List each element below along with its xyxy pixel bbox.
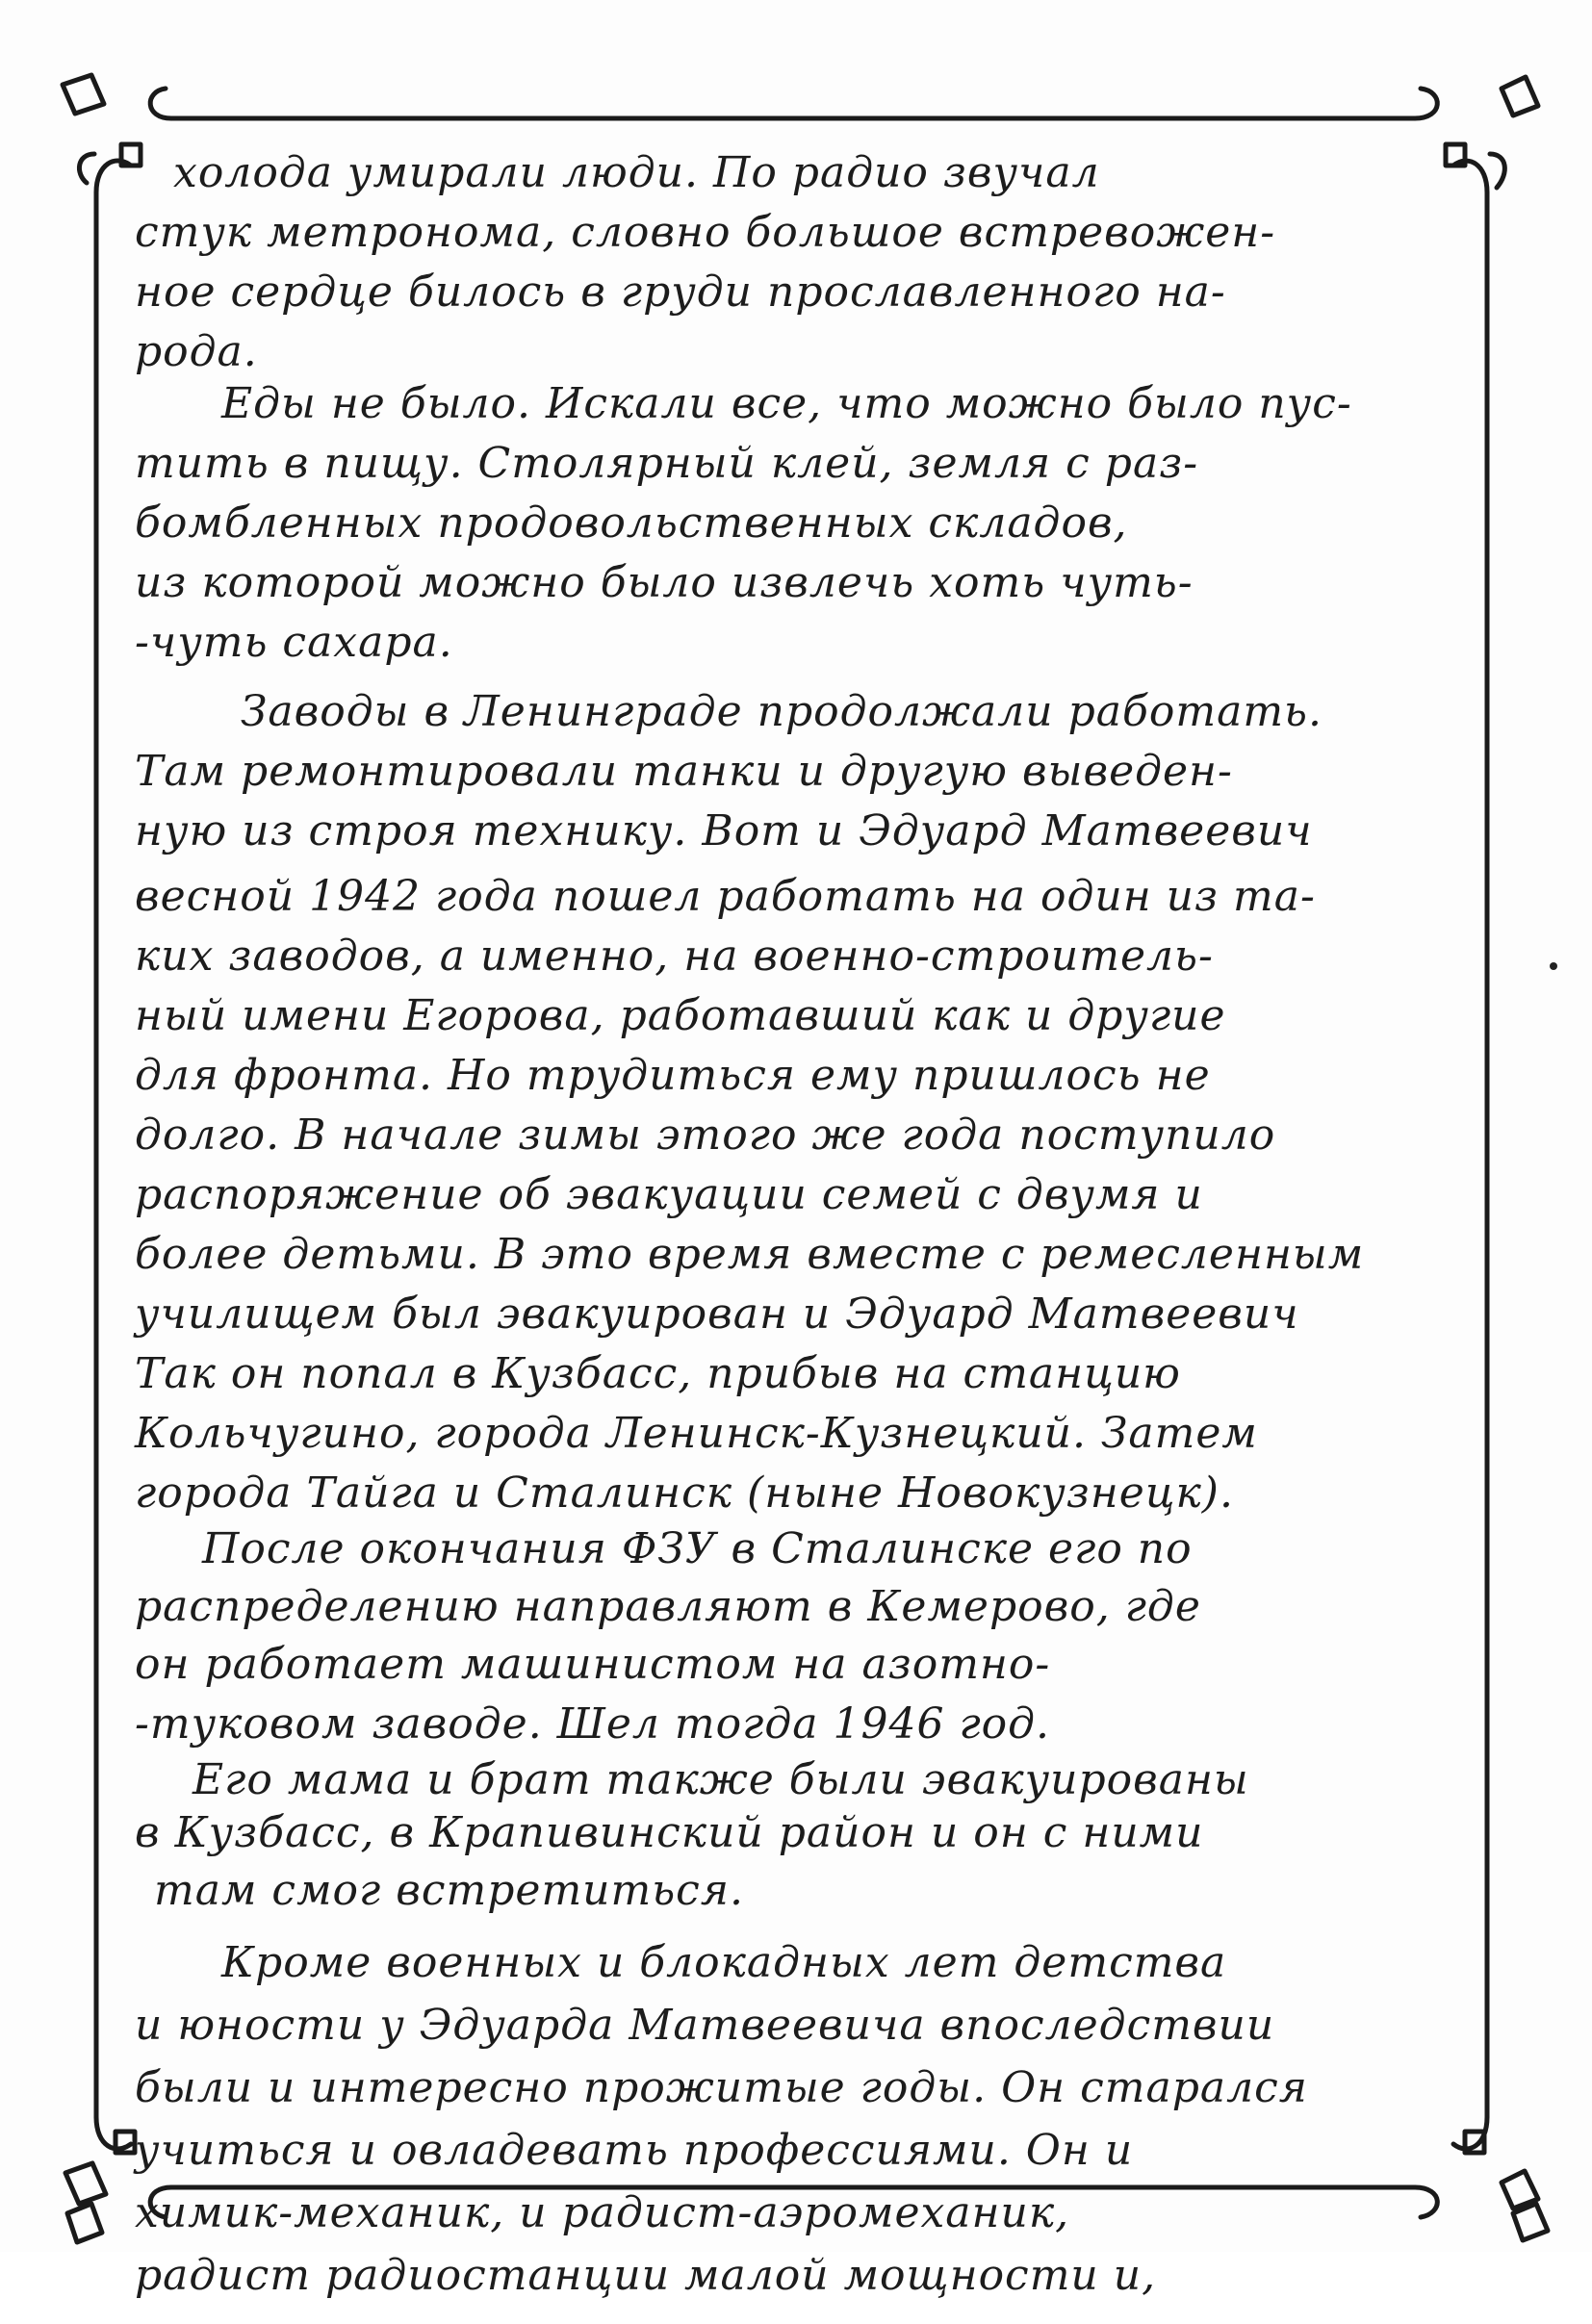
- text-line: стук метронома, словно большое встревожен-: [135, 208, 1276, 257]
- text-line: ких заводов, а именно, на военно-строитель-: [135, 932, 1214, 981]
- text-line: ное сердце билось в груди прославленного на-: [135, 268, 1226, 317]
- text-line: там смог встретиться.: [154, 1866, 744, 1915]
- text-line: в Кузбасс, в Крапивинский район и он с ними: [135, 1808, 1204, 1857]
- text-line: химик-механик, и радист-аэромеханик,: [135, 2188, 1070, 2237]
- text-line: распределению направляют в Кемерово, где: [135, 1582, 1201, 1631]
- text-line: долго. В начале зимы этого же года поступило: [135, 1111, 1276, 1160]
- text-line: более детьми. В это время вместе с ремесленным: [135, 1230, 1365, 1279]
- text-line: тить в пищу. Столярный клей, земля с раз-: [135, 439, 1199, 488]
- text-line: Его мама и брат также были эвакуированы: [193, 1755, 1249, 1804]
- text-line: были и интересно прожитые годы. Он старался: [135, 2063, 1308, 2112]
- text-line: холода умирали люди. По радио звучал: [173, 148, 1100, 197]
- text-line: учиться и овладевать профессиями. Он и: [135, 2126, 1134, 2175]
- text-line: Еды не было. Искали все, что можно было пус-: [221, 379, 1352, 428]
- text-line: весной 1942 года пошел работать на один из та-: [135, 872, 1316, 921]
- stray-ink-dot: [1550, 962, 1557, 970]
- text-line: радист радиостанции малой мощности и,: [135, 2251, 1157, 2300]
- text-line: Кольчугино, города Ленинск-Кузнецкий. Затем: [135, 1409, 1258, 1458]
- text-line: Там ремонтировали танки и другую выведен-: [135, 747, 1233, 796]
- text-line: рода.: [135, 327, 258, 376]
- text-line: -туковом заводе. Шел тогда 1946 год.: [135, 1699, 1051, 1749]
- text-line: бомбленных продовольственных складов,: [135, 498, 1128, 548]
- text-line: из которой можно было извлечь хоть чуть-: [135, 558, 1194, 607]
- text-line: распоряжение об эвакуации семей с двумя и: [135, 1170, 1203, 1219]
- text-line: Кроме военных и блокадных лет детства: [221, 1938, 1227, 1987]
- text-line: для фронта. Но трудиться ему пришлось не: [135, 1051, 1211, 1100]
- text-line: он работает машинистом на азотно-: [135, 1640, 1051, 1689]
- text-line: -чуть сахара.: [135, 618, 453, 667]
- text-line: города Тайга и Сталинск (ныне Новокузнецк).: [135, 1468, 1234, 1518]
- text-line: и юности у Эдуарда Матвеевича впоследствии: [135, 2001, 1275, 2050]
- text-line: ный имени Егорова, работавший как и другие: [135, 991, 1226, 1040]
- text-line: ную из строя технику. Вот и Эдуард Матвеевич: [135, 806, 1313, 856]
- text-line: Так он попал в Кузбасс, прибыв на станцию: [135, 1349, 1181, 1398]
- text-line: училищем был эвакуирован и Эдуард Матвеевич: [135, 1290, 1299, 1339]
- text-line: Заводы в Ленинграде продолжали работать.: [241, 687, 1322, 736]
- text-line: После окончания ФЗУ в Сталинске его по: [202, 1524, 1193, 1573]
